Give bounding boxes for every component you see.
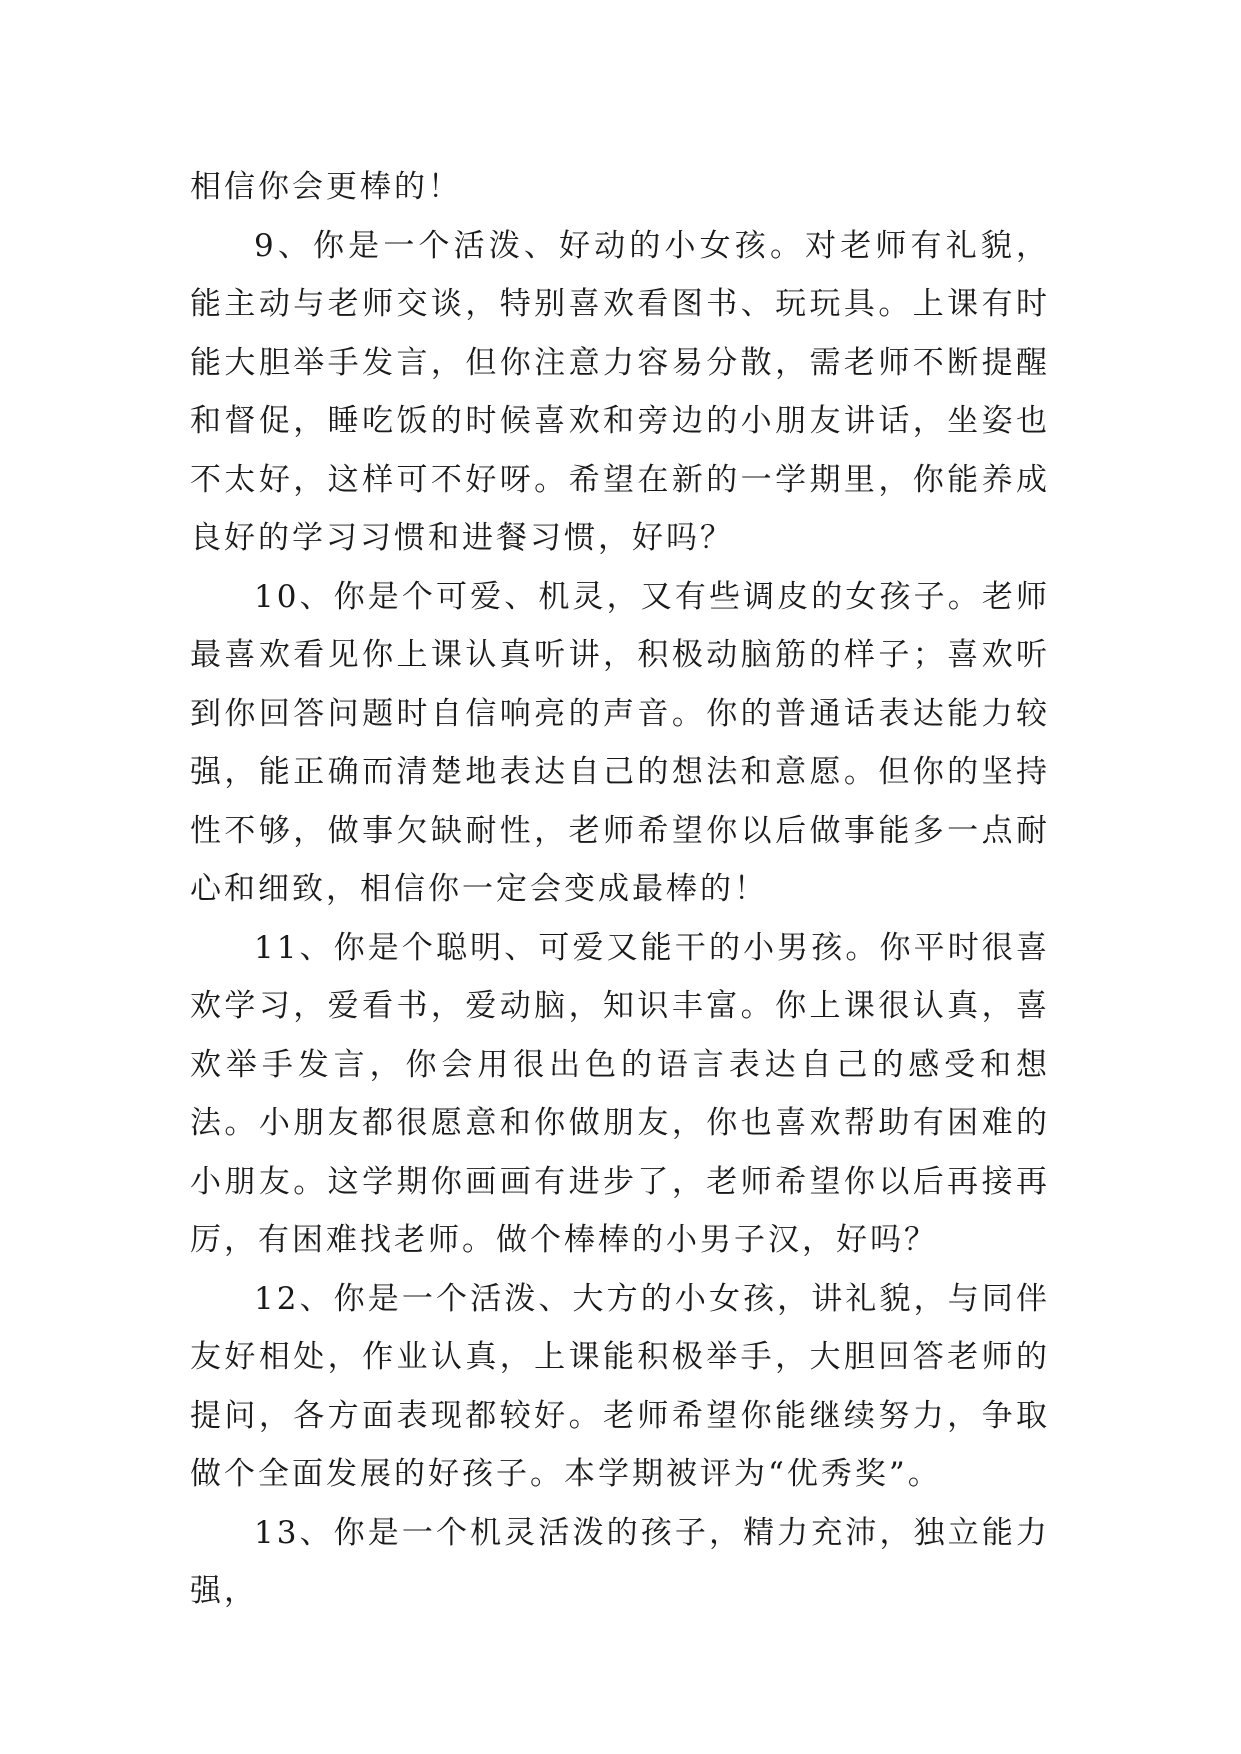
paragraph-comment-13: 13、你是一个机灵活泼的孩子，精力充沛，独立能力强， bbox=[190, 1514, 1050, 1609]
paragraph-comment-9: 9、你是一个活泼、好动的小女孩。对老师有礼貌，能主动与老师交谈，特别喜欢看图书、玩玩具。上课有时能大胆举手发言，但你注意力容易分散，需老师不断提醒和督促，睡吃饭的时候喜欢和旁边的小朋友讲话，坐姿也不太好，这样可不好呀。希望在新的一学期里，你能养成良好的学习习惯和进餐习惯，好吗？ bbox=[190, 227, 1050, 556]
document-body bbox=[190, 158, 1050, 1621]
paragraph-continuation: 相信你会更棒的！ bbox=[190, 169, 462, 205]
paragraph-comment-12: 12、你是一个活泼、大方的小女孩，讲礼貌，与同伴友好相处，作业认真，上课能积极举手，大胆回答老师的提问，各方面表现都较好。老师希望你能继续努力，争取做个全面发展的好孩子。本学期被评为“优秀奖”。 bbox=[190, 1280, 1050, 1492]
paragraph-comment-11: 11、你是个聪明、可爱又能干的小男孩。你平时很喜欢学习，爱看书，爱动脑，知识丰富。你上课很认真，喜欢举手发言，你会用很出色的语言表达自己的感受和想法。小朋友都很愿意和你做朋友，你也喜欢帮助有困难的小朋友。这学期你画画有进步了，老师希望你以后再接再厉，有困难找老师。做个棒棒的小男子汉，好吗？ bbox=[190, 929, 1050, 1258]
paragraph-comment-10: 10、你是个可爱、机灵，又有些调皮的女孩子。老师最喜欢看见你上课认真听讲，积极动脑筋的样子；喜欢听到你回答问题时自信响亮的声音。你的普通话表达能力较强，能正确而清楚地表达自己的想法和意愿。但你的坚持性不够，做事欠缺耐性，老师希望你以后做事能多一点耐心和细致，相信你一定会变成最棒的！ bbox=[190, 578, 1050, 907]
